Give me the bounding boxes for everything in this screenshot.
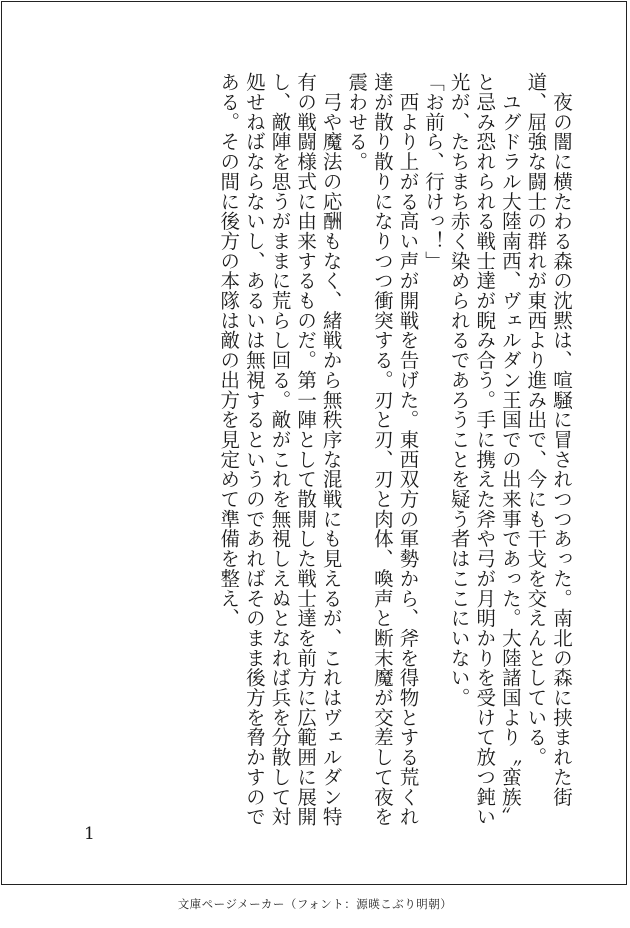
vertical-text-body: [62, 72, 574, 832]
footer-caption: 文庫ページメーカー（フォント：源暎こぶり明朝）: [177, 897, 453, 911]
paragraph: ユグドラル大陸南西、ヴェルダン王国での出来事であった。大陸諸国より〝蛮族〟と忌み恐れられる戦士達が睨み合う。手に携えた斧や弓が月明かりを受けて放つ鈍い光が、たちまち赤く染められるであろうことを疑う者はここにいない。: [447, 72, 522, 827]
paragraph: 弓や魔法の応酬もなく、緒戦から無秩序な混戦にも見えるが、これはヴェルダン特有の戦闘様式に由来するものだ。第一陣として散開した戦士達を前方に広範囲に展開し、敵陣を思うがままに荒らし回る。敵がこれを無視しえぬとなれば兵を分散して対処せねばならないし、あるいは無視するというのであればそのまま後方を脅かすのである。その間に後方の本隊は敵の出方を見定めて準備を整え、: [217, 72, 343, 827]
book-page: [1, 1, 627, 885]
paragraph: 西より上がる高い声が開戦を告げた。東西双方の軍勢から、斧を得物とする荒くれ達が散り散りになりつつ衝突する。刃と刃、刃と肉体、喚声と断末魔が交差して夜を震わせる。: [345, 72, 420, 827]
paragraph: 夜の闇に横たわる森の沈黙は、喧騒に冒されつつあった。南北の森に挟まれた街道、屈強な闘士の群れが東西より進み出で、今にも干戈を交えんとしている。: [524, 72, 573, 807]
paragraph: 「お前ら、行けっ！」: [422, 72, 446, 271]
page-number: 1: [84, 824, 95, 844]
